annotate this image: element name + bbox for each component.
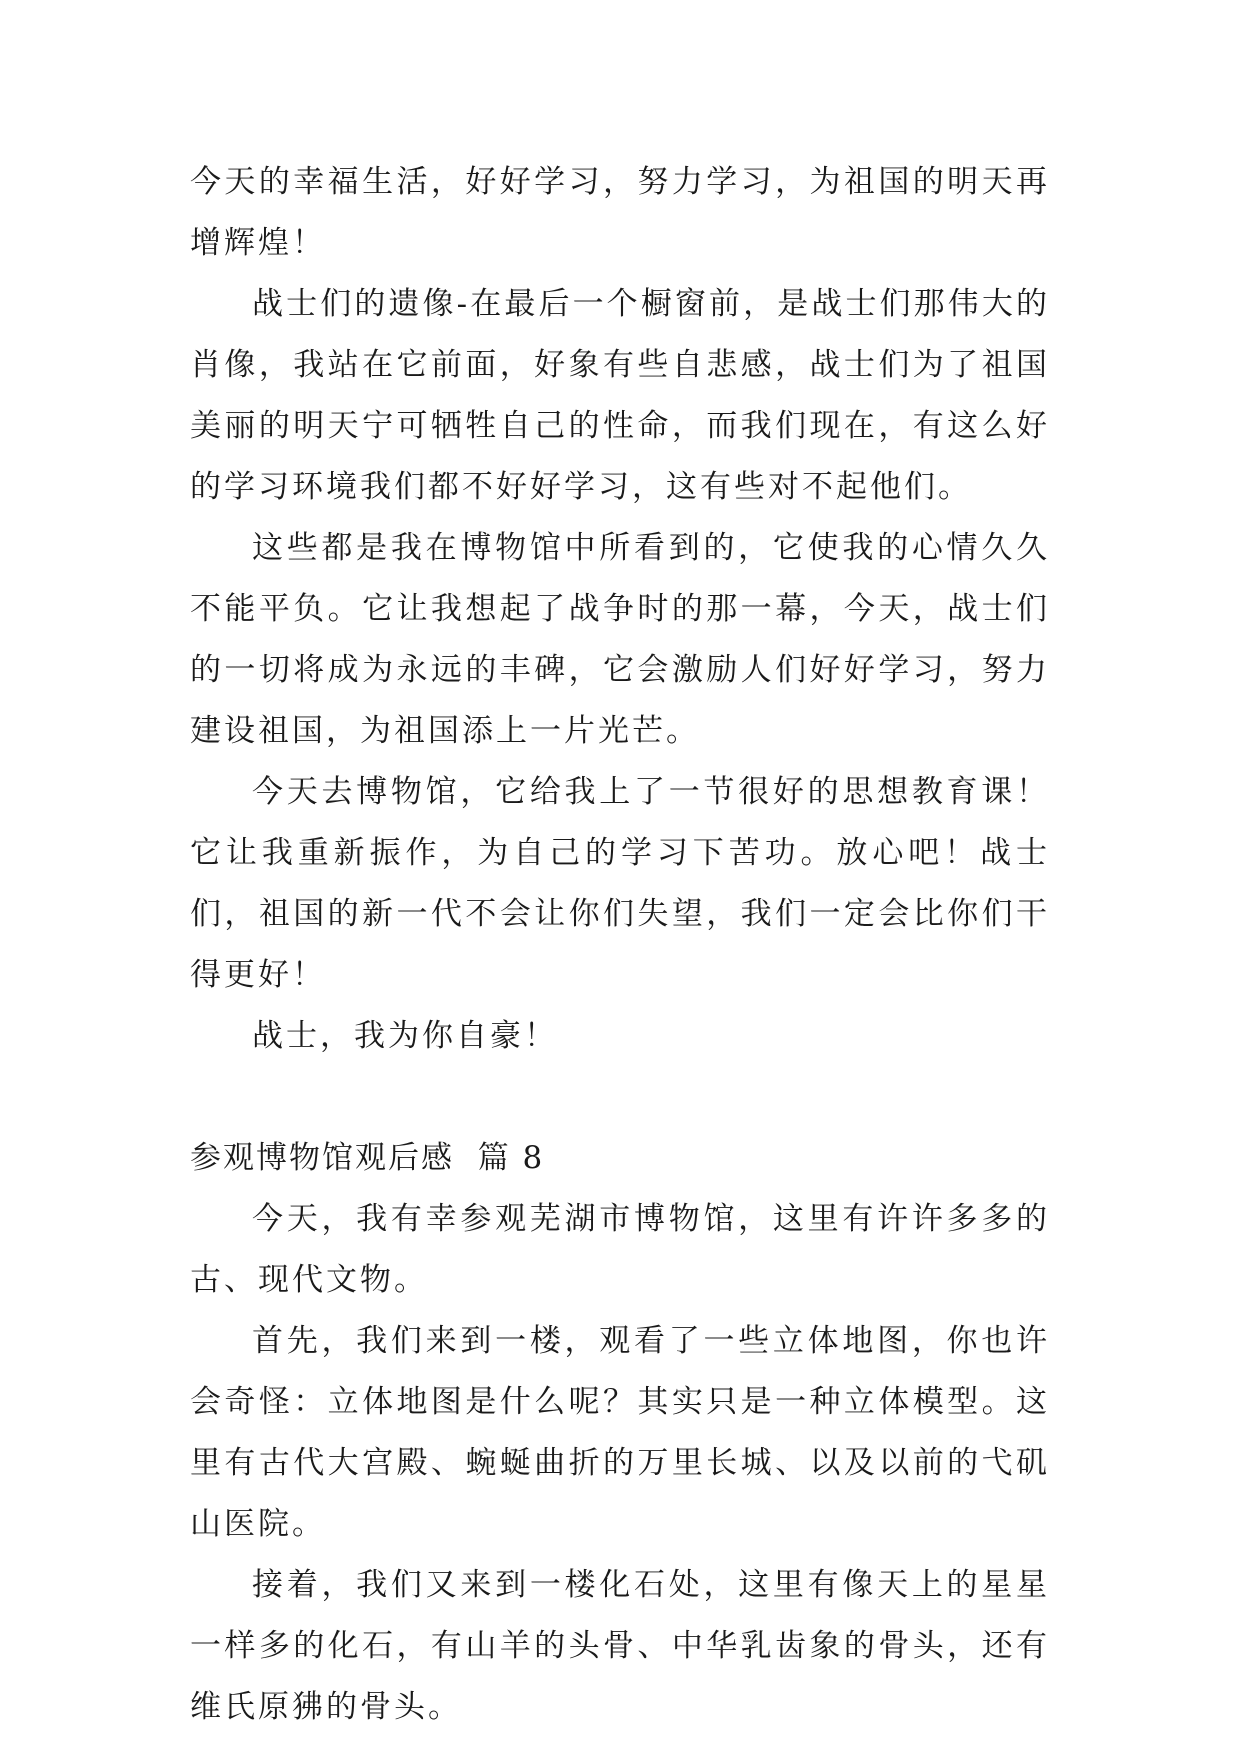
section-spacer <box>190 1067 1050 1128</box>
paragraph-intro: 今天，我有幸参观芜湖市博物馆，这里有许许多多的古、现代文物。 <box>190 1201 1050 1298</box>
paragraph-museum-reflection: 这些都是我在博物馆中所看到的，它使我的心情久久不能平负。它让我想起了战争时的那一幕，今天，战士们的一切将成为永远的丰碑，它会激励人们好好学习，努力建设祖国，为祖国添上一片光芒。 <box>190 530 1050 749</box>
paragraph-continuation: 今天的幸福生活，好好学习，努力学习，为祖国的明天再增辉煌！ <box>190 164 1050 261</box>
paragraph-fossils: 接着，我们又来到一楼化石处，这里有像天上的星星一样多的化石，有山羊的头骨、中华乳齿象的骨头，还有维氏原狒的骨头。 <box>190 1567 1050 1725</box>
section-title: 参观博物馆观后感 篇 8 <box>190 1140 545 1176</box>
document-body <box>190 152 1050 1738</box>
paragraph-proud: 战士，我为你自豪！ <box>252 1018 558 1054</box>
paragraph-education-lesson: 今天去博物馆，它给我上了一节很好的思想教育课！它让我重新振作，为自己的学习下苦功。放心吧！战士们，祖国的新一代不会让你们失望，我们一定会比你们干得更好！ <box>190 774 1050 993</box>
paragraph-soldiers-portrait: 战士们的遗像-在最后一个橱窗前，是战士们那伟大的肖像，我站在它前面，好象有些自悲感，战士们为了祖国美丽的明天宁可牺牲自己的性命，而我们现在，有这么好的学习环境我们都不好好学习，这有些对不起他们。 <box>190 286 1050 505</box>
paragraph-first-floor-maps: 首先，我们来到一楼，观看了一些立体地图，你也许会奇怪：立体地图是什么呢？其实只是一种立体模型。这里有古代大宫殿、蜿蜒曲折的万里长城、以及以前的弋矶山医院。 <box>190 1323 1050 1542</box>
